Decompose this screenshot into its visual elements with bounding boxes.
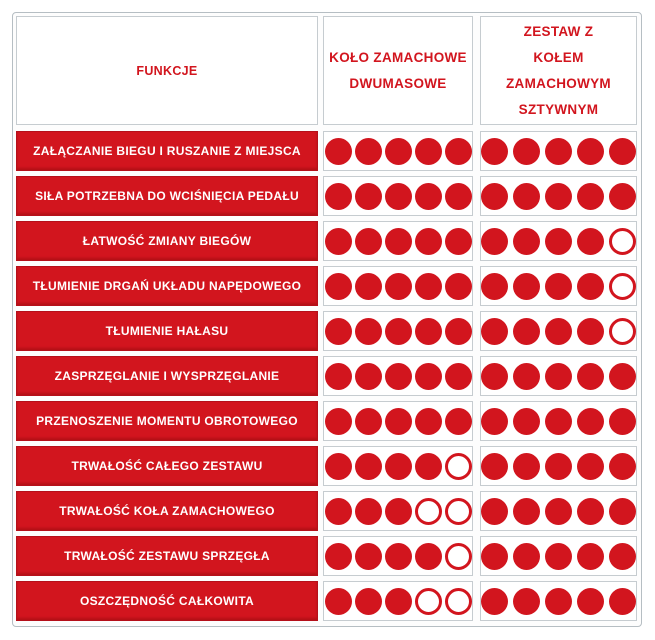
- rating-dot-filled: [325, 138, 352, 165]
- rating-rigid: [480, 401, 637, 441]
- rating-dot-filled: [577, 543, 604, 570]
- rating-dot-filled: [355, 273, 382, 300]
- rating-rigid: [480, 221, 637, 261]
- row-label: TRWAŁOŚĆ KOŁA ZAMACHOWEGO: [59, 504, 275, 518]
- rating-dot-filled: [385, 183, 412, 210]
- rating-dot-filled: [513, 453, 540, 480]
- rating-dot-filled: [445, 138, 472, 165]
- rating-dual-mass: [323, 266, 473, 306]
- row-label: TŁUMIENIE HAŁASU: [105, 324, 229, 338]
- rating-dot-filled: [545, 588, 572, 615]
- row-label: ŁATWOŚĆ ZMIANY BIEGÓW: [82, 234, 252, 248]
- rating-dot-empty: [609, 228, 636, 255]
- table-row: [16, 311, 638, 351]
- rating-dot-filled: [445, 318, 472, 345]
- rating-dot-filled: [355, 138, 382, 165]
- rating-dot-filled: [513, 498, 540, 525]
- rating-dot-filled: [385, 318, 412, 345]
- rating-dot-filled: [355, 318, 382, 345]
- rating-dot-filled: [385, 408, 412, 435]
- table-row: [16, 131, 638, 171]
- rating-dot-filled: [545, 318, 572, 345]
- rating-dot-filled: [609, 363, 636, 390]
- table-row: [16, 221, 638, 261]
- rating-dot-filled: [325, 453, 352, 480]
- rating-dot-filled: [415, 138, 442, 165]
- header-rigid-label: ZESTAW Z KOŁEM ZAMACHOWYM SZTYWNYM: [506, 23, 611, 117]
- rating-dot-filled: [325, 183, 352, 210]
- header-functions-label: FUNKCJE: [136, 63, 198, 78]
- rating-dual-mass: [323, 356, 473, 396]
- rating-dot-filled: [445, 183, 472, 210]
- rating-rigid: [480, 536, 637, 576]
- rating-dot-filled: [545, 408, 572, 435]
- row-label: TŁUMIENIE DRGAŃ UKŁADU NAPĘDOWEGO: [32, 279, 302, 293]
- rating-dot-filled: [355, 498, 382, 525]
- rating-dual-mass: [323, 221, 473, 261]
- rating-dot-filled: [415, 228, 442, 255]
- rating-dot-filled: [415, 453, 442, 480]
- rating-dot-filled: [481, 408, 508, 435]
- row-label-banner: [16, 131, 318, 171]
- table-row: [16, 176, 638, 216]
- rating-dot-filled: [325, 318, 352, 345]
- rating-dot-filled: [481, 453, 508, 480]
- rating-dot-filled: [513, 318, 540, 345]
- rating-dot-filled: [577, 273, 604, 300]
- rating-dot-filled: [481, 318, 508, 345]
- rating-rigid: [480, 311, 637, 351]
- rating-rigid: [480, 176, 637, 216]
- rating-dot-filled: [481, 228, 508, 255]
- rating-dot-filled: [385, 273, 412, 300]
- table-row: [16, 401, 638, 441]
- rating-dual-mass: [323, 536, 473, 576]
- rating-dot-filled: [513, 588, 540, 615]
- rating-dot-empty: [445, 498, 472, 525]
- rating-dot-filled: [577, 138, 604, 165]
- rating-dot-filled: [545, 228, 572, 255]
- rating-dot-filled: [445, 228, 472, 255]
- rating-dot-filled: [385, 588, 412, 615]
- row-label-banner: [16, 491, 318, 531]
- rating-dot-filled: [445, 273, 472, 300]
- table-row: [16, 581, 638, 621]
- rating-dual-mass: [323, 491, 473, 531]
- rating-dot-filled: [545, 363, 572, 390]
- table-body: [16, 131, 638, 621]
- row-label-banner: [16, 356, 318, 396]
- rating-dot-filled: [481, 363, 508, 390]
- rating-dot-filled: [609, 453, 636, 480]
- rating-dot-filled: [481, 498, 508, 525]
- rating-dot-filled: [445, 363, 472, 390]
- table-row: [16, 536, 638, 576]
- rating-dot-filled: [513, 543, 540, 570]
- rating-dot-filled: [355, 453, 382, 480]
- row-label-banner: [16, 221, 318, 261]
- rating-dot-empty: [609, 273, 636, 300]
- rating-rigid: [480, 266, 637, 306]
- rating-dot-filled: [355, 408, 382, 435]
- rating-dot-filled: [325, 498, 352, 525]
- table-row: [16, 491, 638, 531]
- rating-dot-filled: [513, 228, 540, 255]
- rating-dot-filled: [609, 498, 636, 525]
- row-label: SIŁA POTRZEBNA DO WCIŚNIĘCIA PEDAŁU: [35, 189, 299, 203]
- rating-dot-empty: [415, 498, 442, 525]
- header-functions: [16, 16, 318, 125]
- rating-dot-filled: [609, 138, 636, 165]
- rating-rigid: [480, 491, 637, 531]
- rating-dot-filled: [609, 588, 636, 615]
- rating-dot-filled: [415, 363, 442, 390]
- table-row: [16, 356, 638, 396]
- rating-dot-filled: [325, 588, 352, 615]
- rating-dot-filled: [577, 363, 604, 390]
- rating-dot-filled: [609, 183, 636, 210]
- rating-dot-filled: [325, 228, 352, 255]
- rating-dot-filled: [385, 498, 412, 525]
- row-label-banner: [16, 401, 318, 441]
- rating-dot-filled: [513, 138, 540, 165]
- rating-dot-empty: [445, 543, 472, 570]
- rating-dot-filled: [385, 138, 412, 165]
- row-label: ZAŁĄCZANIE BIEGU I RUSZANIE Z MIEJSCA: [33, 144, 301, 158]
- rating-dot-filled: [355, 588, 382, 615]
- rating-dot-filled: [545, 183, 572, 210]
- rating-dot-filled: [481, 543, 508, 570]
- rating-dot-empty: [415, 588, 442, 615]
- rating-dot-filled: [355, 228, 382, 255]
- rating-dual-mass: [323, 311, 473, 351]
- rating-dot-filled: [325, 273, 352, 300]
- rating-dot-empty: [445, 453, 472, 480]
- rating-dot-filled: [325, 408, 352, 435]
- rating-dual-mass: [323, 581, 473, 621]
- rating-dual-mass: [323, 131, 473, 171]
- rating-dot-filled: [481, 273, 508, 300]
- rating-dot-filled: [513, 273, 540, 300]
- rating-dot-filled: [481, 183, 508, 210]
- rating-dot-filled: [545, 273, 572, 300]
- header-rigid-flywheel-kit: [480, 16, 637, 125]
- rating-dot-filled: [385, 228, 412, 255]
- rating-rigid: [480, 446, 637, 486]
- rating-dot-filled: [513, 408, 540, 435]
- rating-dot-filled: [577, 498, 604, 525]
- rating-dot-filled: [385, 453, 412, 480]
- header-dual-mass-flywheel: [323, 16, 473, 125]
- rating-dot-filled: [513, 183, 540, 210]
- rating-dot-filled: [481, 138, 508, 165]
- header-dual-mass-label: KOŁO ZAMACHOWE DWUMASOWE: [329, 49, 467, 91]
- comparison-table: [12, 12, 642, 627]
- rating-dot-filled: [577, 318, 604, 345]
- row-label: TRWAŁOŚĆ CAŁEGO ZESTAWU: [71, 459, 263, 473]
- rating-dot-empty: [609, 318, 636, 345]
- rating-dot-filled: [355, 363, 382, 390]
- rating-dot-filled: [545, 453, 572, 480]
- row-label-banner: [16, 581, 318, 621]
- rating-dot-filled: [385, 363, 412, 390]
- rating-dot-empty: [445, 588, 472, 615]
- rating-rigid: [480, 581, 637, 621]
- table-row: [16, 266, 638, 306]
- rating-dot-filled: [325, 543, 352, 570]
- rating-dot-filled: [415, 408, 442, 435]
- row-label-banner: [16, 446, 318, 486]
- rating-dot-filled: [325, 363, 352, 390]
- rating-dual-mass: [323, 446, 473, 486]
- rating-dot-filled: [545, 138, 572, 165]
- rating-dot-filled: [609, 408, 636, 435]
- rating-dual-mass: [323, 401, 473, 441]
- rating-dot-filled: [415, 273, 442, 300]
- rating-dot-filled: [355, 183, 382, 210]
- row-label-banner: [16, 311, 318, 351]
- rating-dot-filled: [415, 183, 442, 210]
- row-label: TRWAŁOŚĆ ZESTAWU SPRZĘGŁA: [64, 549, 270, 563]
- rating-dot-filled: [415, 318, 442, 345]
- row-label: ZASPRZĘGLANIE I WYSPRZĘGLANIE: [54, 369, 280, 383]
- rating-rigid: [480, 356, 637, 396]
- rating-dual-mass: [323, 176, 473, 216]
- rating-dot-filled: [577, 408, 604, 435]
- row-label-banner: [16, 536, 318, 576]
- row-label-banner: [16, 176, 318, 216]
- rating-dot-filled: [577, 588, 604, 615]
- rating-dot-filled: [355, 543, 382, 570]
- table-header-row: [16, 16, 638, 125]
- rating-dot-filled: [445, 408, 472, 435]
- rating-dot-filled: [609, 543, 636, 570]
- rating-dot-filled: [577, 453, 604, 480]
- rating-dot-filled: [545, 498, 572, 525]
- row-label-banner: [16, 266, 318, 306]
- rating-dot-filled: [481, 588, 508, 615]
- rating-dot-filled: [415, 543, 442, 570]
- rating-dot-filled: [513, 363, 540, 390]
- rating-dot-filled: [577, 228, 604, 255]
- rating-dot-filled: [577, 183, 604, 210]
- table-row: [16, 446, 638, 486]
- row-label: OSZCZĘDNOŚĆ CAŁKOWITA: [79, 594, 255, 608]
- row-label: PRZENOSZENIE MOMENTU OBROTOWEGO: [36, 414, 298, 428]
- rating-dot-filled: [545, 543, 572, 570]
- rating-dot-filled: [385, 543, 412, 570]
- rating-rigid: [480, 131, 637, 171]
